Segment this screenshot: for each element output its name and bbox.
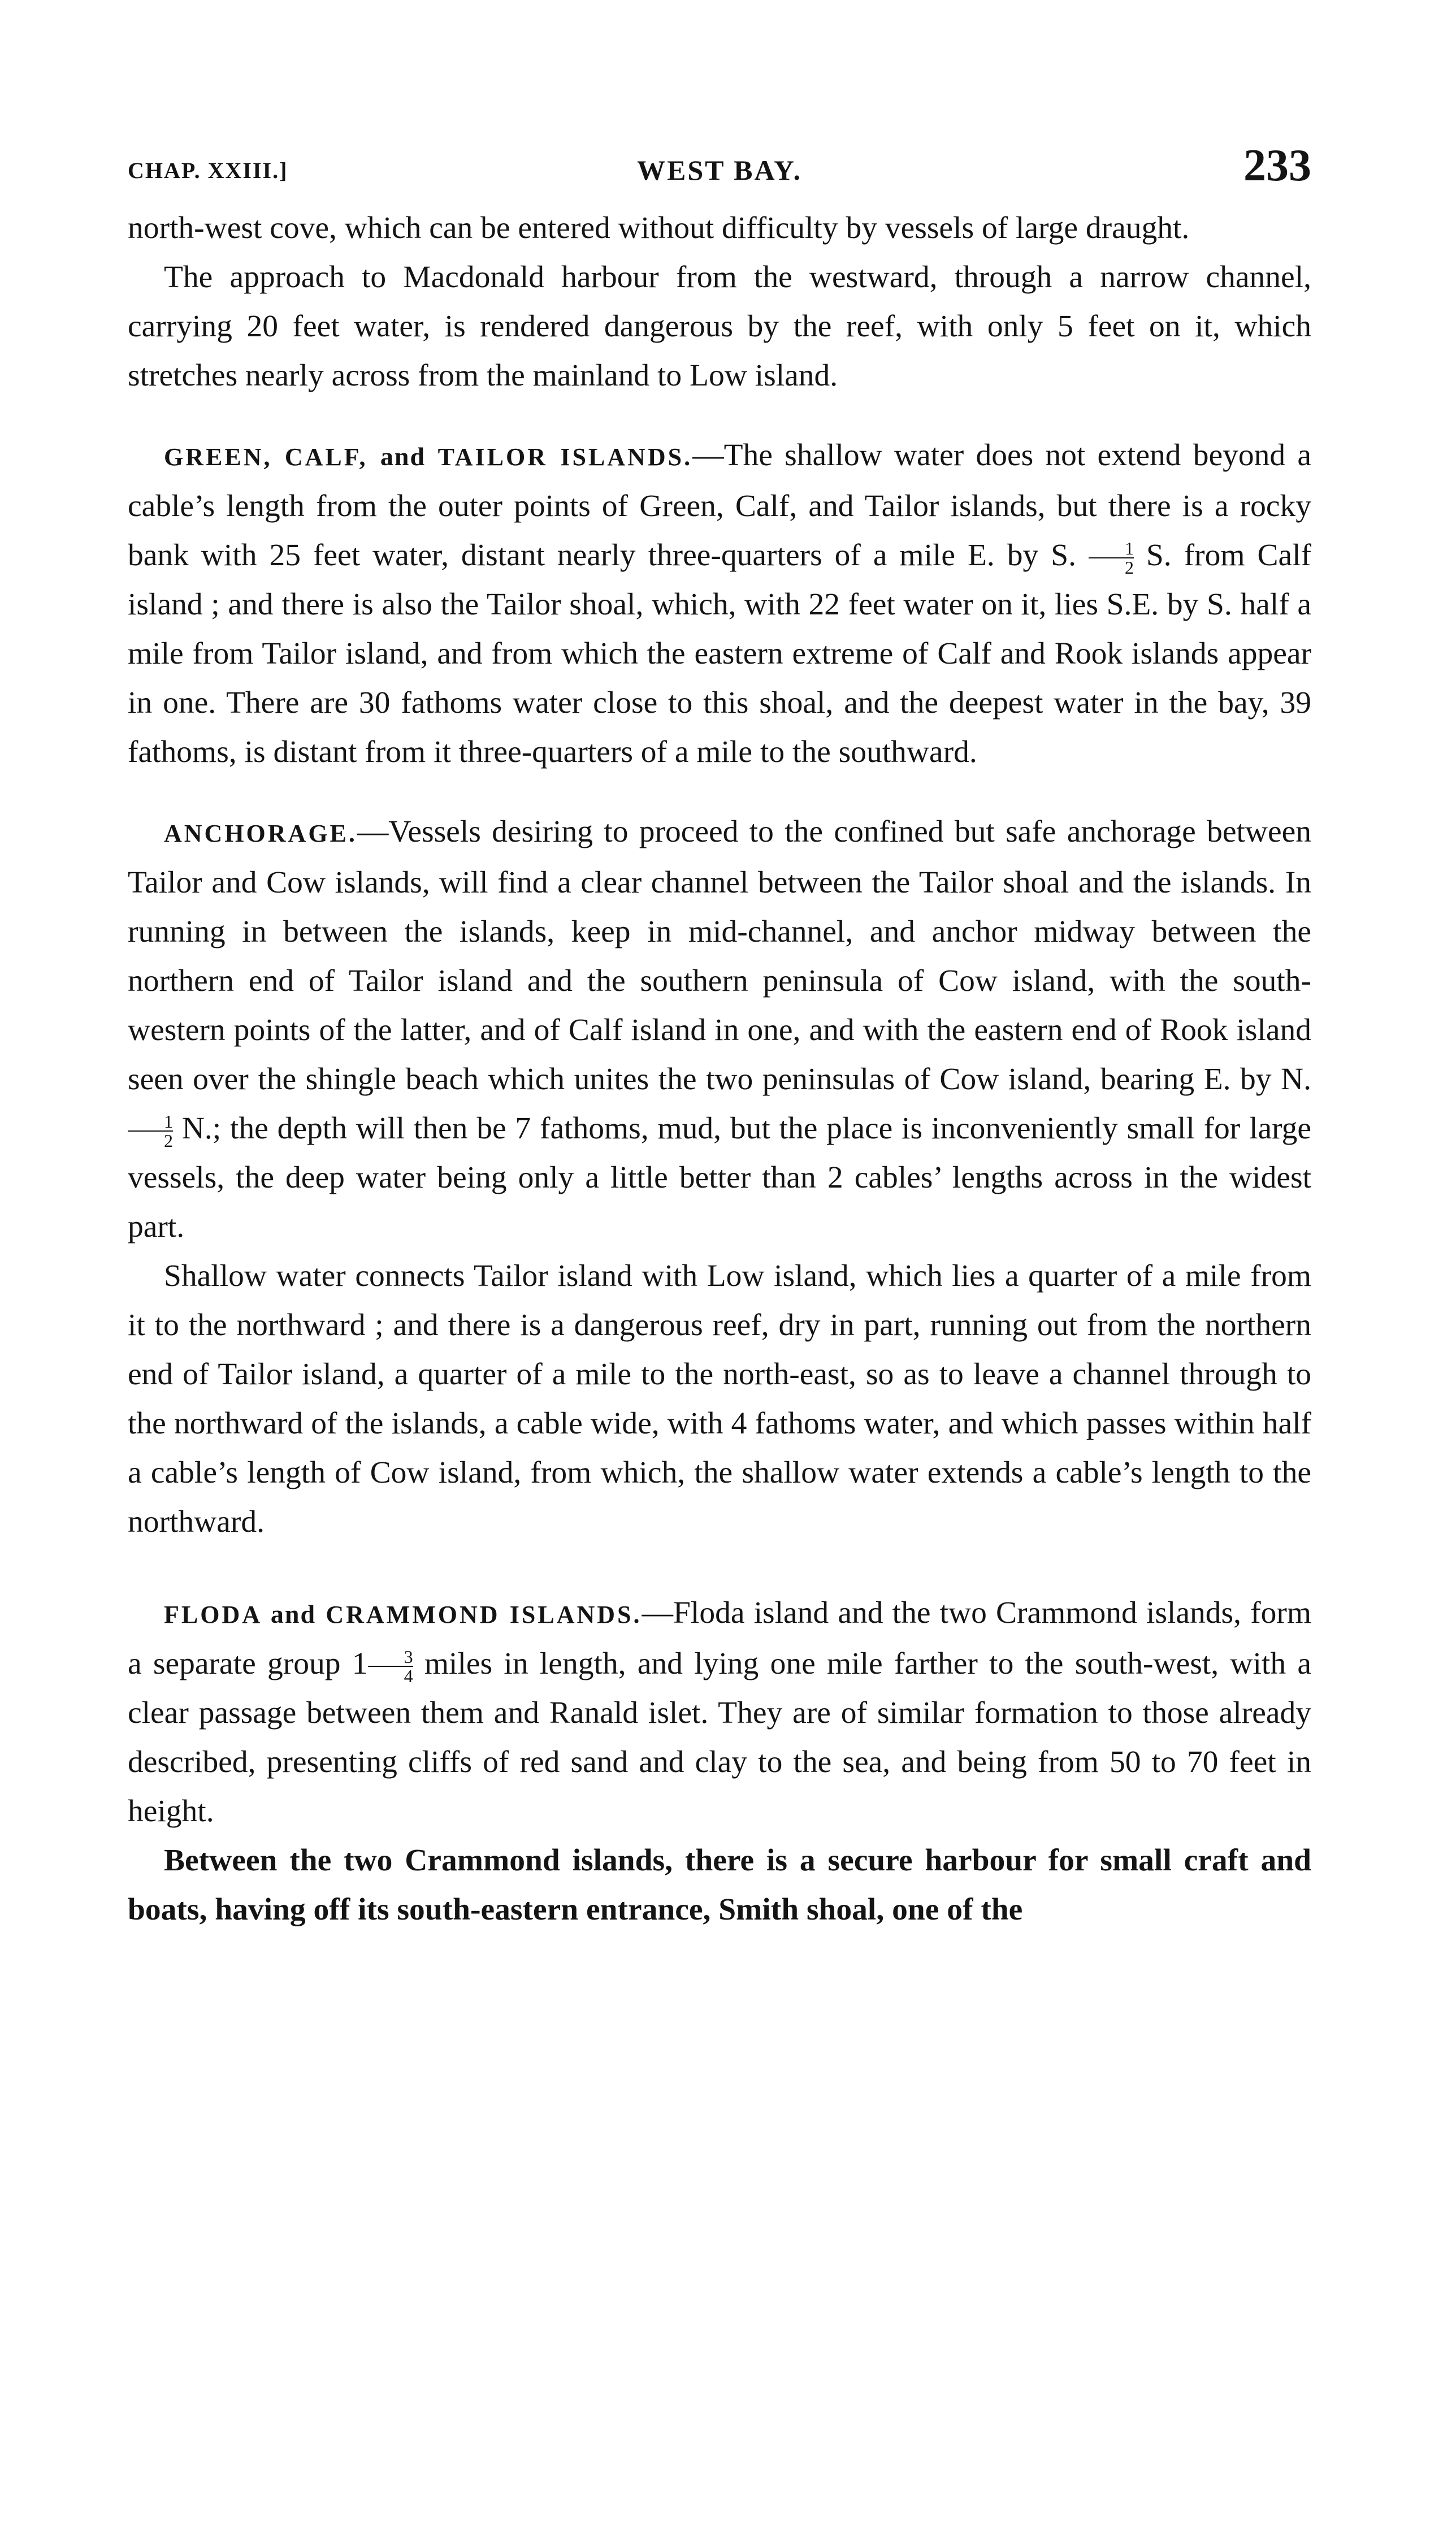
section-heading-anchorage: ANCHORAGE.: [164, 820, 357, 847]
fraction-denominator: 4: [368, 1666, 413, 1685]
section-heading-floda-crammond: [164, 1601, 642, 1628]
running-title: WEST BAY.: [637, 154, 802, 186]
paragraph-crammond-harbour: Between the two Crammond islands, there is a secure harbour for small craft and boats, having off its south-eastern entrance, Smith shoal, one of the: [128, 1843, 1311, 1927]
paragraph-text: —The shallow water does not extend beyond a cable’s length from the outer points of Green, Calf, and Tailor islands, but there is a rocky bank with 25 feet water, distant nearly three-quarters of a mile E. by S.: [128, 438, 1311, 573]
heading-part: CRAMMOND ISLANDS.: [326, 1601, 642, 1628]
heading-and: and: [270, 1600, 317, 1628]
paragraph-text: —Floda island and the two Crammond islands, form a separate group 1: [128, 1596, 1311, 1681]
heading-part: FLODA: [164, 1601, 261, 1628]
paragraph-macdonald-harbour: The approach to Macdonald harbour from the westward, through a narrow channel, carrying 20 feet water, is rendered dangerous by the reef, with only 5 feet on it, which stretches nearly across from the mainland to Low island.: [128, 260, 1311, 393]
section-heading-green-calf-tailor: [164, 443, 692, 471]
fraction-numerator: 1: [1124, 538, 1134, 559]
body-text: [128, 203, 1311, 1934]
paragraph-text: N.; the depth will then be 7 fathoms, mud, but the place is inconveniently small for large vessels, the deep water being only a little better than 2 cables’ lengths across in the widest part.: [128, 1111, 1311, 1244]
fraction-one-half: [128, 1112, 173, 1150]
fraction-one-half: [1089, 539, 1134, 577]
fraction-denominator: 2: [128, 1130, 173, 1150]
fraction-three-quarters: [368, 1648, 413, 1685]
page-number: 233: [1243, 141, 1311, 190]
fraction-denominator: 2: [1089, 557, 1134, 577]
chapter-reference: CHAP. XXIII.]: [128, 158, 288, 183]
paragraph-text: —Vessels desiring to proceed to the confined but safe anchorage between Tailor and Cow islands, will find a clear channel between the Tailor shoal and the islands. In running in between the islands, keep in mid-channel, and anchor midway between the northern end of Tailor island and the southern peninsula of Cow island, with the south-western points of the latter, and of Calf island in one, and with the eastern end of Rook island seen over the shingle beach which unites the two peninsulas of Cow island, bearing E. by N.: [128, 815, 1311, 1097]
fraction-numerator: 1: [164, 1111, 173, 1132]
paragraph-anchorage: [128, 807, 1311, 1251]
heading-part: TAILOR ISLANDS.: [437, 443, 693, 471]
paragraph-green-calf-tailor: [128, 431, 1311, 777]
paragraph-text: miles in length, and lying one mile farther to the south-west, with a clear passage between them and Ranald islet. They are of similar formation to those already described, presenting cliffs of red sand and clay to the sea, and being from 50 to 70 feet in height.: [128, 1647, 1312, 1829]
book-page: [128, 128, 1311, 1934]
paragraph-text: S. from Calf island ; and there is also the Tailor shoal, which, with 22 feet water on it, lies S.E. by S. half a mile from Tailor island, and from which the eastern extreme of Calf and Rook islands appear in one. There are 30 fathoms water close to this shoal, and the deepest water in the bay, 39 fathoms, is distant from it three-quarters of a mile to the southward.: [128, 538, 1312, 769]
paragraph-floda-crammond: [128, 1588, 1311, 1836]
fraction-numerator: 3: [404, 1647, 413, 1667]
paragraph-shallow-water: Shallow water connects Tailor island with Low island, which lies a quarter of a mile from it to the northward ; and there is a dangerous reef, dry in part, running out from the northern end of Tailor island, a quarter of a mile to the north-east, so as to leave a channel through to the northward of the islands, a cable wide, with 4 fathoms water, and which passes within half a cable’s length of Cow island, from which, the shallow water extends a cable’s length to the northward.: [128, 1259, 1311, 1539]
paragraph-continuation: north-west cove, which can be entered without difficulty by vessels of large draught.: [128, 211, 1190, 245]
heading-and: and: [380, 442, 426, 471]
heading-part: GREEN, CALF,: [164, 443, 368, 471]
running-head: [128, 128, 1311, 196]
